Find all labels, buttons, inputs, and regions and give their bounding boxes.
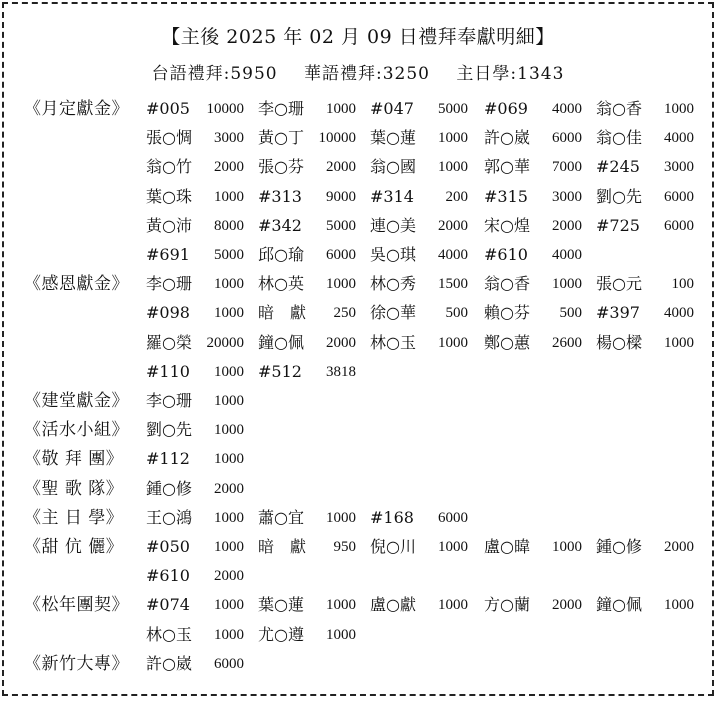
donation-amount: 4000 bbox=[552, 101, 582, 117]
donation-amount: 1000 bbox=[214, 597, 244, 614]
category-label: 《松年團契》 bbox=[24, 595, 129, 616]
donor-name: #074 bbox=[146, 595, 190, 615]
donor-name: 楊○樑 bbox=[596, 332, 642, 352]
donor-name: #050 bbox=[146, 537, 190, 556]
donation-amount: 500 bbox=[445, 305, 468, 322]
donation-amount: 3000 bbox=[214, 130, 244, 147]
donor-name: 蕭○宜 bbox=[258, 507, 304, 527]
donor-name: 盧○暐 bbox=[484, 537, 530, 556]
donation-amount: 2000 bbox=[214, 480, 244, 497]
category-label: 《活水小組》 bbox=[24, 420, 129, 441]
donor-name: 葉○蓮 bbox=[370, 128, 416, 148]
donor-name: 黃○沛 bbox=[146, 215, 192, 235]
donation-amount: 1000 bbox=[664, 597, 694, 614]
donation-amount: 2000 bbox=[214, 159, 244, 176]
donation-amount: 6000 bbox=[438, 509, 468, 526]
donation-amount: 1000 bbox=[664, 334, 694, 351]
donor-name: 鍾○修 bbox=[596, 537, 642, 556]
donor-name: 葉○蓮 bbox=[258, 595, 304, 615]
donation-amount: 20000 bbox=[206, 334, 244, 351]
donation-amount: 7000 bbox=[552, 159, 582, 176]
donation-amount: 8000 bbox=[214, 217, 244, 234]
donation-amount: 5000 bbox=[438, 101, 468, 117]
donation-amount: 2000 bbox=[438, 217, 468, 234]
donor-name: #725 bbox=[596, 215, 640, 235]
donation-amount: 3818 bbox=[326, 363, 356, 380]
category-label: 《敬 拜 團》 bbox=[24, 449, 124, 470]
donation-amount: 4000 bbox=[664, 130, 694, 147]
donation-amount: 2000 bbox=[326, 334, 356, 351]
donation-amount: 1000 bbox=[214, 393, 244, 409]
donor-name: 林○玉 bbox=[370, 332, 416, 352]
donation-amount: 2000 bbox=[326, 159, 356, 176]
donation-amount: 1000 bbox=[326, 626, 356, 643]
donor-name: 郭○華 bbox=[484, 157, 530, 177]
donor-name: 翁○竹 bbox=[146, 157, 192, 177]
donor-name: 林○玉 bbox=[146, 624, 192, 644]
donation-amount: 10000 bbox=[318, 130, 356, 147]
donor-name: 王○鴻 bbox=[146, 507, 192, 527]
donation-amount: 1000 bbox=[214, 509, 244, 526]
donation-amount: 1500 bbox=[438, 276, 468, 293]
donor-name: 鍾○修 bbox=[146, 478, 192, 498]
donation-amount: 2000 bbox=[552, 217, 582, 234]
donor-name: 羅○榮 bbox=[146, 332, 192, 352]
category-label: 《感恩獻金》 bbox=[24, 274, 129, 295]
donor-name: #397 bbox=[596, 303, 640, 323]
donation-amount: 100 bbox=[671, 276, 694, 293]
donor-name: #168 bbox=[370, 507, 414, 527]
donation-amount: 9000 bbox=[326, 188, 356, 205]
donation-amount: 200 bbox=[445, 188, 468, 205]
donor-name: 李○珊 bbox=[146, 391, 192, 410]
donation-amount: 1000 bbox=[326, 101, 356, 117]
donor-name: #315 bbox=[484, 186, 528, 206]
donation-amount: 1000 bbox=[214, 363, 244, 380]
summary-sunday-school: 主日學:1343 bbox=[456, 64, 565, 84]
donor-name: #098 bbox=[146, 303, 190, 323]
donation-amount: 3000 bbox=[664, 159, 694, 176]
donor-name: 張○芬 bbox=[258, 157, 304, 177]
donation-amount: 1000 bbox=[214, 422, 244, 439]
donor-name: #342 bbox=[258, 215, 302, 235]
donation-amount: 4000 bbox=[552, 247, 582, 263]
donor-name: 劉○先 bbox=[146, 420, 192, 440]
donor-name: 宋○煌 bbox=[484, 215, 530, 235]
donor-name: 徐○華 bbox=[370, 303, 416, 323]
donation-amount: 4000 bbox=[664, 305, 694, 322]
donation-amount: 2000 bbox=[214, 568, 244, 585]
donor-name: #313 bbox=[258, 186, 302, 206]
donor-name: 翁○佳 bbox=[596, 128, 642, 148]
donation-amount: 1000 bbox=[326, 597, 356, 614]
category-label: 《甜 伉 儷》 bbox=[24, 537, 124, 557]
donor-name: 尤○遵 bbox=[258, 624, 304, 644]
donor-name: 葉○珠 bbox=[146, 186, 192, 206]
category-label: 《月定獻金》 bbox=[24, 99, 129, 119]
donor-name: #512 bbox=[258, 361, 302, 381]
donation-amount: 1000 bbox=[438, 130, 468, 147]
donor-name: 暗 獻 bbox=[258, 303, 307, 323]
donor-name: 翁○香 bbox=[596, 99, 642, 118]
donor-name: #245 bbox=[596, 157, 640, 177]
donor-name: 鐘○佩 bbox=[596, 595, 642, 615]
donor-name: 鐘○佩 bbox=[258, 332, 304, 352]
donation-amount: 2000 bbox=[552, 597, 582, 614]
donation-amount: 6000 bbox=[552, 130, 582, 147]
donor-name: 許○崴 bbox=[146, 653, 192, 673]
summary-taiwanese-service: 台語禮拜:5950 bbox=[151, 64, 278, 84]
donation-amount: 1000 bbox=[326, 509, 356, 526]
donation-amount: 1000 bbox=[438, 334, 468, 351]
page-title: 【主後 2025 年 02 月 09 日禮拜奉獻明細】 bbox=[161, 26, 555, 48]
category-label: 《建堂獻金》 bbox=[24, 391, 129, 411]
donation-amount: 1000 bbox=[552, 276, 582, 293]
donation-amount: 250 bbox=[333, 305, 356, 322]
donor-name: 翁○國 bbox=[370, 157, 416, 177]
donor-name: #610 bbox=[484, 245, 528, 264]
donor-name: 倪○川 bbox=[370, 537, 416, 556]
category-label: 《新竹大專》 bbox=[24, 653, 129, 674]
donor-name: #691 bbox=[146, 245, 190, 264]
donation-amount: 2600 bbox=[552, 334, 582, 351]
donation-amount: 1000 bbox=[214, 626, 244, 643]
donation-amount: 1000 bbox=[214, 188, 244, 205]
donor-name: 盧○獻 bbox=[370, 595, 416, 615]
attendance-summary bbox=[0, 62, 716, 86]
donor-name: #005 bbox=[146, 99, 190, 118]
donation-amount: 1000 bbox=[214, 451, 244, 468]
donor-name: #069 bbox=[484, 99, 528, 118]
donation-amount: 6000 bbox=[214, 655, 244, 672]
category-label: 《聖 歌 隊》 bbox=[24, 478, 124, 499]
donation-amount: 5000 bbox=[214, 247, 244, 263]
donor-name: 劉○先 bbox=[596, 186, 642, 206]
donation-amount: 1000 bbox=[214, 276, 244, 293]
donor-name: 暗 獻 bbox=[258, 537, 307, 556]
donation-amount: 1000 bbox=[552, 539, 582, 555]
donor-name: 黃○丁 bbox=[258, 128, 304, 148]
donor-name: 李○珊 bbox=[146, 274, 192, 294]
summary-mandarin-service: 華語禮拜:3250 bbox=[304, 64, 430, 84]
donor-name: 林○英 bbox=[258, 274, 304, 294]
donor-name: #314 bbox=[370, 186, 414, 206]
donor-name: 翁○香 bbox=[484, 274, 530, 294]
donor-name: 賴○芬 bbox=[484, 303, 530, 323]
donor-name: #610 bbox=[146, 566, 190, 586]
donor-name: 張○元 bbox=[596, 274, 642, 294]
donation-amount: 1000 bbox=[664, 101, 694, 117]
donation-amount: 1000 bbox=[326, 276, 356, 293]
category-label: 《主 日 學》 bbox=[24, 507, 124, 528]
donation-amount: 10000 bbox=[206, 101, 244, 117]
donor-name: 連○美 bbox=[370, 215, 416, 235]
donation-amount: 6000 bbox=[664, 188, 694, 205]
donation-amount: 2000 bbox=[664, 539, 694, 555]
donation-amount: 1000 bbox=[214, 539, 244, 555]
donor-name: #047 bbox=[370, 99, 414, 118]
donor-name: 鄭○蕙 bbox=[484, 332, 530, 352]
donation-amount: 500 bbox=[559, 305, 582, 322]
donation-amount: 1000 bbox=[438, 539, 468, 555]
donation-amount: 1000 bbox=[438, 597, 468, 614]
donor-name: 方○蘭 bbox=[484, 595, 530, 615]
donor-name: 許○崴 bbox=[484, 128, 530, 148]
donation-amount: 950 bbox=[333, 539, 356, 555]
donation-amount: 1000 bbox=[438, 159, 468, 176]
donor-name: 林○秀 bbox=[370, 274, 416, 294]
donation-amount: 6000 bbox=[326, 247, 356, 263]
donation-amount: 4000 bbox=[438, 247, 468, 263]
donor-name: 李○珊 bbox=[258, 99, 304, 118]
donation-amount: 3000 bbox=[552, 188, 582, 205]
donor-name: 邱○瑜 bbox=[258, 245, 304, 264]
donation-amount: 1000 bbox=[214, 305, 244, 322]
donor-name: 張○惆 bbox=[146, 128, 192, 148]
donation-amount: 5000 bbox=[326, 217, 356, 234]
donation-amount: 6000 bbox=[664, 217, 694, 234]
donor-name: #110 bbox=[146, 361, 190, 381]
donor-name: 吳○琪 bbox=[370, 245, 416, 264]
donor-name: #112 bbox=[146, 449, 190, 469]
